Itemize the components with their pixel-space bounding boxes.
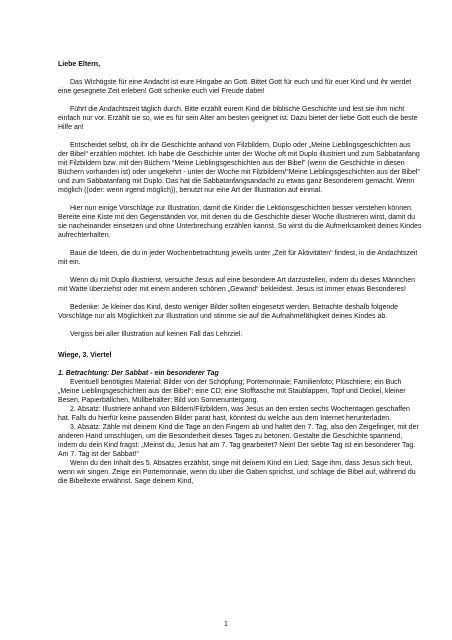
paragraph: Entscheidet selbst, ob ihr die Geschichte anhand von Filzbildern, Duplo oder „Meine Lieblingsgeschichten aus der Bibel“ erzählen möchtet. Ich habe die Geschichte unter der Woche oft mit Duplo illustriert und zum Sabbatanfang mit Filzbildern bzw. mit den Büchern “Meine Lieblingsgeschichten aus der Bibel” (wenn die Geschichte in diesen Büchern vorhanden ist) oder umgekehrt - unter der Woche mit Filzbildern/“Meine Lieblingsgeschichten aus der Bibel” und zum Sabbatanfang mit Duplo. Das hat die Sabbatanfangsandacht zu etwas ganz Besonderem gemacht. Wenn möglich ((oder: wenn irgend möglich)), benutzt nur eine Art der Illustration auf einmal.: [58, 142, 420, 194]
subheading: 1. Betrachtung: Der Sabbat - ein besonderer Tag: [58, 370, 219, 377]
paragraph: Baue die Ideen, die du in jeder Wochenbetrachtung jeweils unter „Zeit für Aktivitäten“ findest, in die Andachtszeit mit ein.: [58, 250, 418, 266]
paragraph: Wenn du mit Duplo illustrierst, versuche Jesus auf eine besondere Art darzustellen, indem du dieses Männchen mit Watte überziehst oder mit einem anderen schönen „Gewand“ bekleidest. Jesus ist immer etwas Besonderes!: [58, 277, 416, 293]
section-paragraph: 2. Absatz: Illustriere anhand von Bildern/Filzbildern, was Jesus an den ersten sechs Wochentagen geschaffen hat. Falls du hierfür keine passenden Bilder parat hast, könntest du welche aus dem Internet herunterladen.: [58, 406, 410, 422]
section-paragraph: Wenn du den Inhalt des 5. Absatzes erzählst, singe mit deinem Kind ein Lied: Sage ihm, dass Jesus sich freut, wenn wir singen. Zeige ein Portemonnaie, wenn du über die Gaben sprichst, und schlage die Bibel auf, während du die Bibeltexte erwähnst. Sage deinem Kind,: [58, 460, 416, 485]
section-paragraph: Eventuell benötigtes Material: Bilder von der Schöpfung; Portemonnaie; Familienfoto; Plüschtiere; ein Buch „Meine Lieblingsgeschichten aus der Bibel“; eine CD; eine Stofftasche mit Staublappen, Topf und Deckel, kleiner Besen, Papierbällchen, Müllbehälter; Bild von Sonnenuntergang.: [58, 379, 406, 404]
section-heading: Wiege, 3. Viertel: [58, 352, 112, 359]
paragraph: Bedenke: Je kleiner das Kind, desto weniger Bilder sollten eingesetzt werden. Betrachte deshalb folgende Vorschläge nur als Möglichkeit zur Illustration und stimme sie auf die Aufnahmefähigkeit deines Kindes ab.: [58, 304, 399, 320]
section-paragraph: 3. Absatz: Zähle mit deinem Kind die Tage an den Fingern ab und haltet den 7. Tag, also den Zeigefinger, mit der anderen Hand umschlugen, um die Besonderheit dieses Tages zu betonen. Gestalte die Geschichte spannend, indem du dein Kind fragst: „Meinst du, Jesus hat am 7. Tag gearbeitet? Nein! Der siebte Tag ist ein besonderer Tag. Am 7. Tag ist der Sabbat!“: [58, 424, 419, 458]
page-number: 1: [224, 621, 228, 628]
paragraph: Das Wichtigste für eine Andacht ist eure Hingabe an Gott. Bittet Gott für euch und für euer Kind und ihr werdet eine gesegnete Zeit erleben! Gott schenke euch viel Freude dabei!: [58, 79, 412, 95]
paragraph: Hier nun einige Vorschläge zur Illustration, damit die Kinder die Lektionsgeschichten besser verstehen können. Bereite eine Kiste mit den Gegenständen vor, mit denen du die Geschichte dieser Woche illustrieren wirst, damit du sie nacheinander einsetzen und ohne Unterbrechung erzählen kannst. So wirst du die Aufmerksamkeit deines Kindes aufrechterhalten.: [58, 205, 422, 239]
salutation: Liebe Eltern,: [58, 61, 101, 68]
paragraph: Führt die Andachtszeit täglich durch. Bitte erzählt eurem Kind die biblische Geschichte und lest sie ihm nicht einfach nur vor. Erzählt sie so, wie es für sein Alter am besten geeignet ist. Dazu bietet der liebe Gott euch die beste Hilfe an!: [58, 106, 418, 131]
paragraph: Vergiss bei aller Illustration auf keinen Fall das Lehrziel.: [70, 331, 243, 338]
